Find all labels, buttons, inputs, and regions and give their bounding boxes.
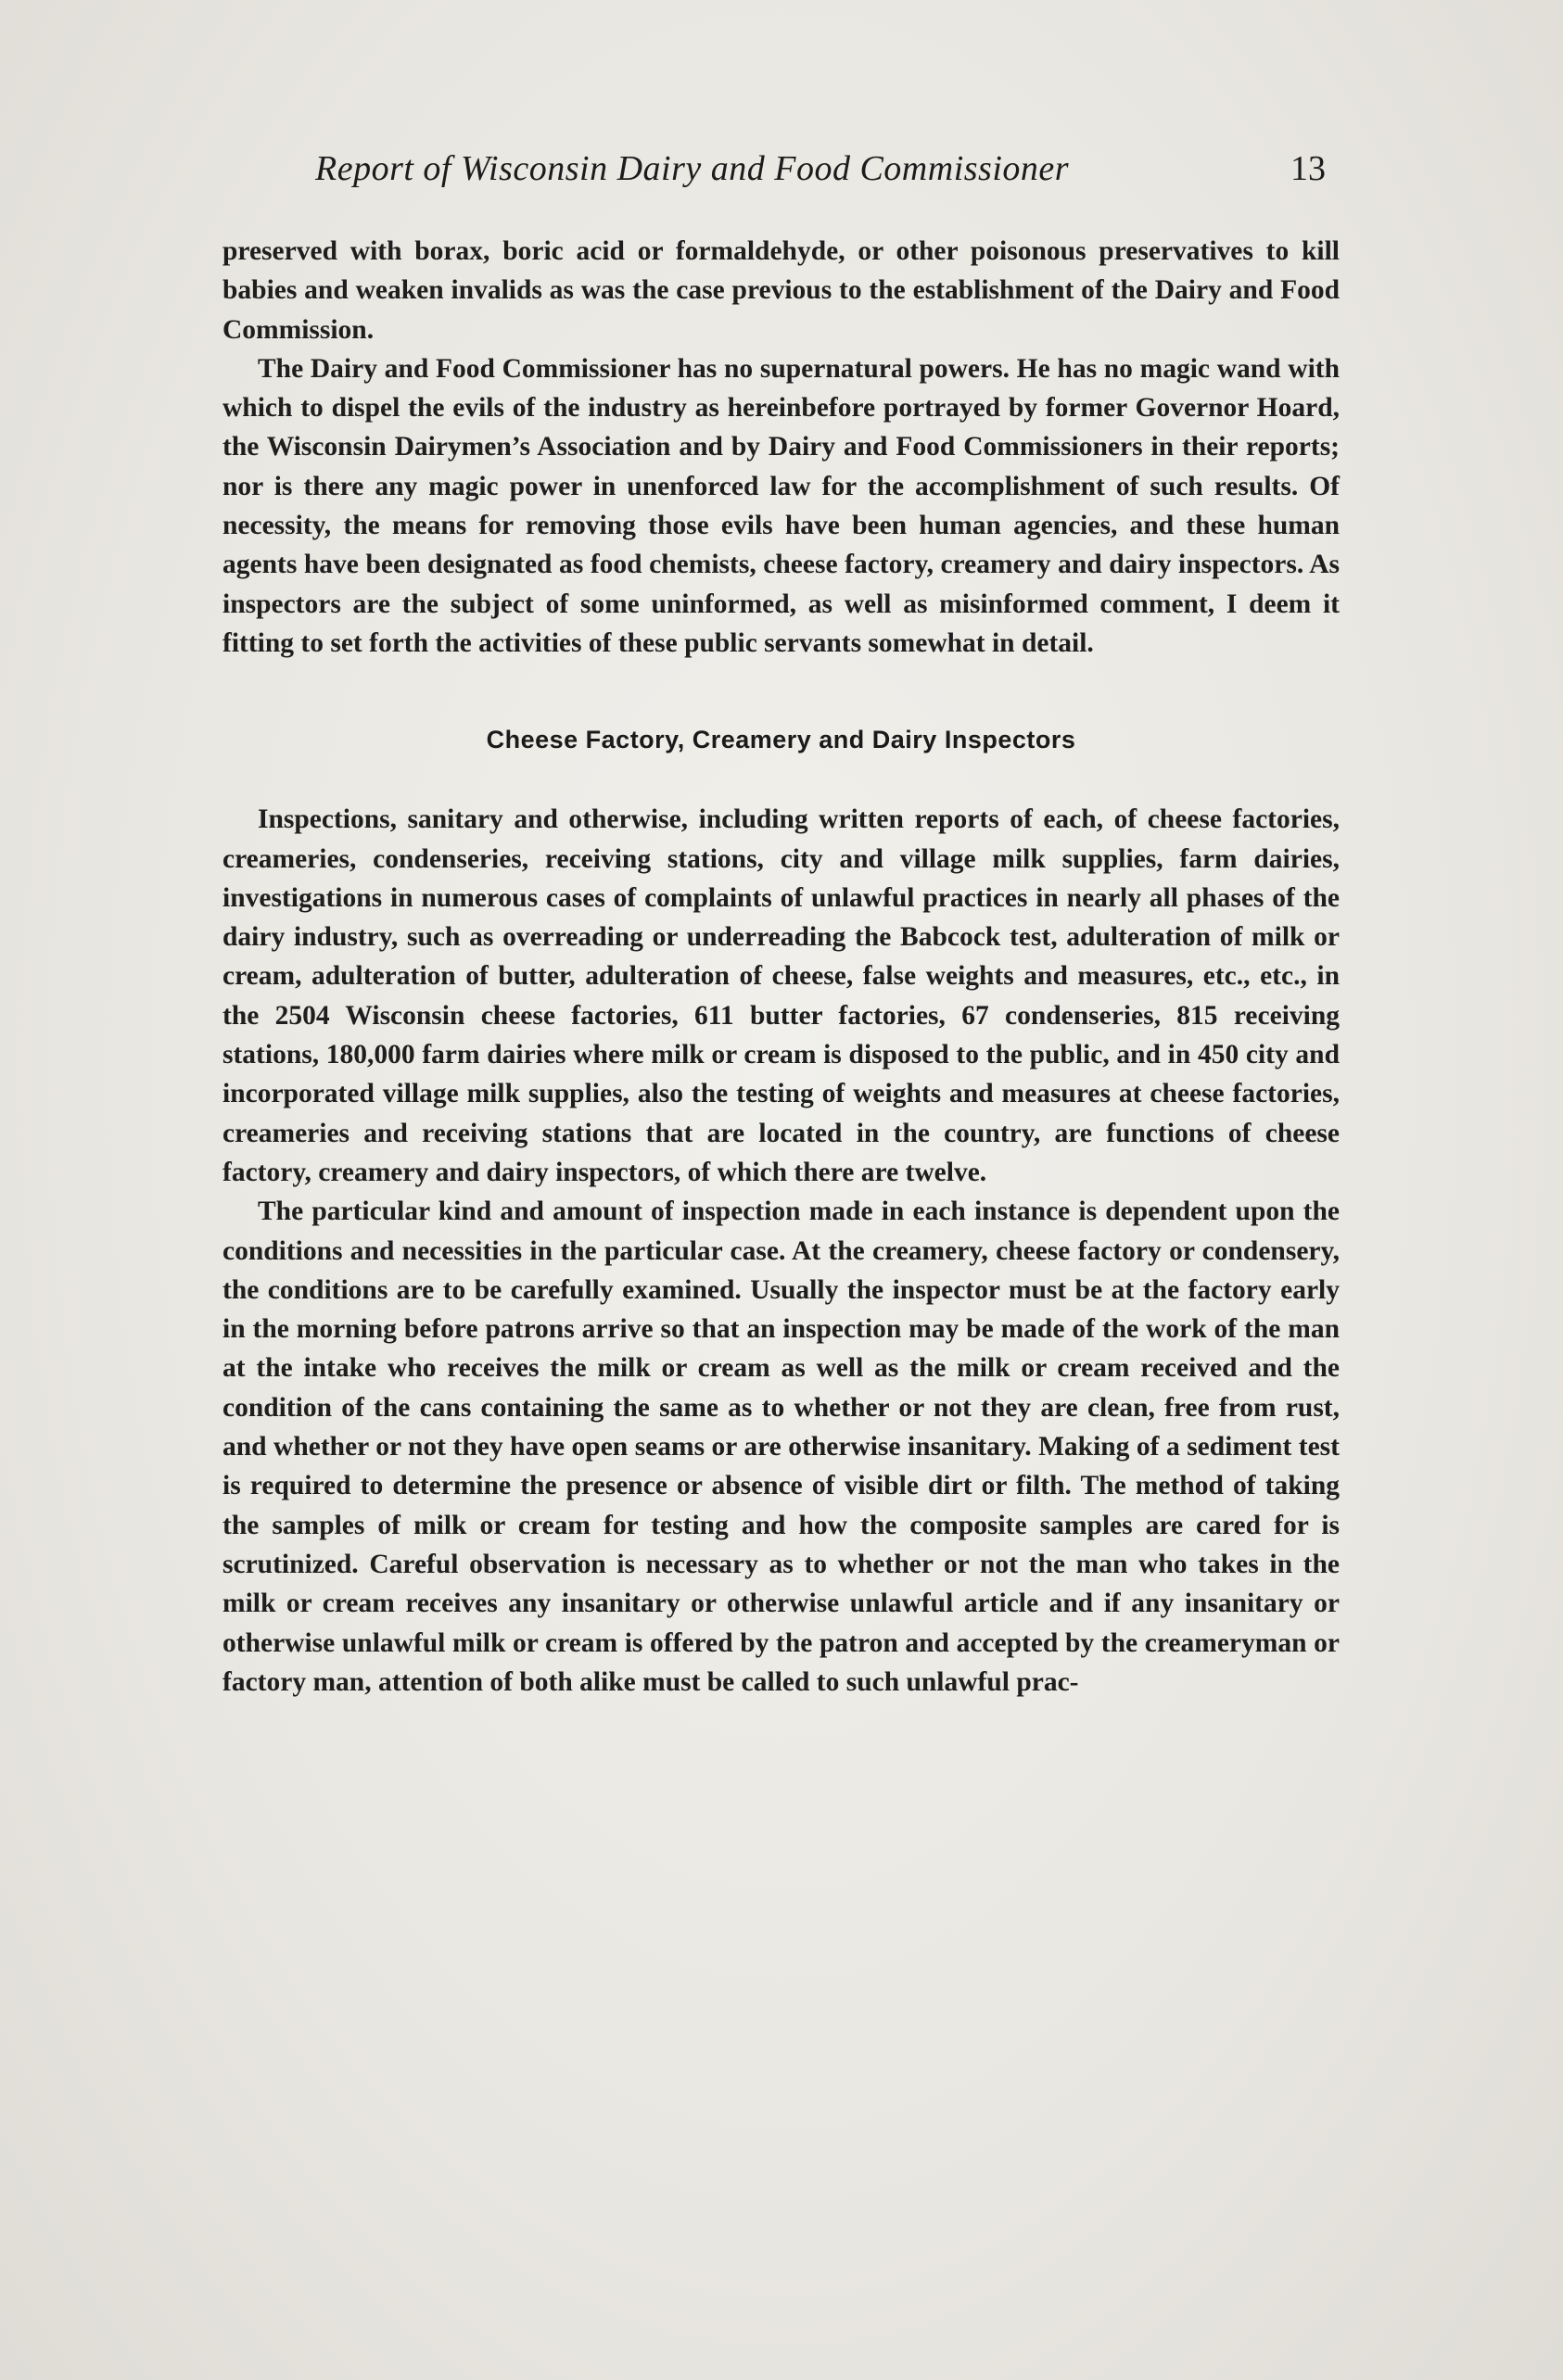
section-heading: Cheese Factory, Creamery and Dairy Inspectors — [486, 726, 1076, 754]
paragraph-commissioner-powers: The Dairy and Food Commissioner has no supernatural powers. He has no magic wand with which to dispel the evils of the industry as hereinbefore portrayed by former Governor Hoard, the Wisconsin Dairymen’s Association and by Dairy and Food Commissioners in their reports; nor is there any magic power in unenforced law for the accomplishment of such results. Of necessity, the means for removing those evils have been human agencies, and these human agents have been designated as food chemists, cheese factory, creamery and dairy inspectors. As inspectors are the subject of some uninformed, as well as misinformed comment, I deem it fitting to set forth the activities of these public servants somewhat in detail. — [222, 353, 1340, 658]
body-text — [222, 232, 1340, 1702]
paragraph-inspection-functions: Inspections, sanitary and otherwise, including written reports of each, of cheese factories, creameries, condenseries, receiving stations, city and village milk supplies, farm dairies, investigations in numerous cases of complaints of unlawful practices in nearly all phases of the dairy industry, such as overreading or underreading the Babcock test, adulteration of milk or cream, adulteration of butter, adulteration of cheese, false weights and measures, etc., etc., in the 2504 Wisconsin cheese factories, 611 butter factories, 67 condenseries, 815 receiving stations, 180,000 farm dairies where milk or cream is disposed to the public, and in 450 city and incorporated village milk supplies, also the testing of weights and measures at cheese factories, creameries and receiving stations that are located in the country, are functions of cheese factory, creamery and dairy inspectors, of which there are twelve. — [222, 804, 1340, 1187]
page-number: 13 — [1290, 149, 1326, 188]
paragraph-inspection-procedure: The particular kind and amount of inspection made in each instance is dependent upon the conditions and necessities in the particular case. At the creamery, cheese factory or condensery, the conditions are to be carefully examined. Usually the inspector must be at the factory early in the morning before patrons arrive so that an inspection may be made of the work of the man at the intake who receives the milk or cream as well as the milk or cream received and the condition of the cans containing the same as to whether or not they are clean, free from rust, and whether or not they have open seams or are otherwise insanitary. Making of a sediment test is required to determine the presence or absence of visible dirt or filth. The method of taking the samples of milk or cream for testing and how the composite samples are cared for is scrutinized. Careful observation is necessary as to whether or not the man who takes in the milk or cream receives any insanitary or otherwise unlawful article and if any insanitary or otherwise unlawful milk or cream is offered by the patron and accepted by the creameryman or factory man, attention of both alike must be called to such unlawful prac- — [222, 1196, 1340, 1697]
paragraph-continued: preserved with borax, boric acid or formaldehyde, or other poisonous preservatives to kill babies and weaken invalids as was the case previous to the establishment of the Dairy and Food Commission. — [222, 236, 1340, 345]
running-title: Report of Wisconsin Dairy and Food Commissioner — [315, 149, 1070, 188]
running-header — [222, 148, 1335, 200]
